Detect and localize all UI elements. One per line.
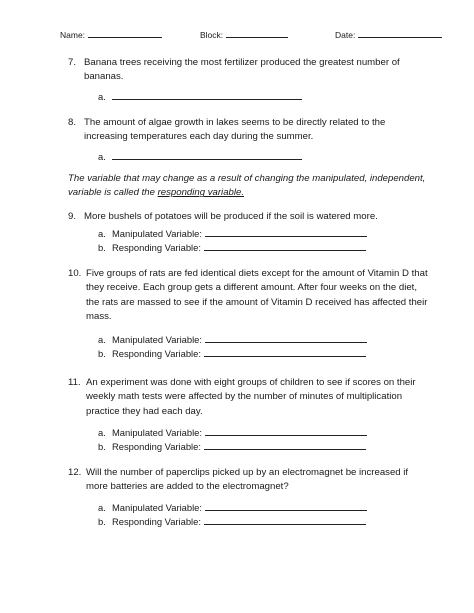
- answer-label: Manipulated Variable:: [112, 334, 202, 345]
- question-8: [68, 116, 428, 145]
- date-field[interactable]: [335, 28, 442, 40]
- answer-letter: b.: [98, 441, 106, 452]
- answer-letter: b.: [98, 516, 106, 527]
- answer-10b[interactable]: [98, 347, 366, 360]
- question-number: 12.: [68, 467, 82, 478]
- answer-9a[interactable]: [98, 227, 367, 240]
- answer-12a[interactable]: [98, 501, 367, 514]
- answer-line[interactable]: [112, 90, 302, 100]
- question-number: 8.: [68, 117, 77, 128]
- question-text: More bushels of potatoes will be produced if the soil is watered more.: [84, 211, 378, 222]
- question-7: [68, 56, 418, 85]
- question-text: Will the number of paperclips picked up by an electromagnet be increased if more batteries are added to the electromagnet?: [86, 467, 409, 493]
- answer-letter: a.: [98, 151, 106, 162]
- answer-8a[interactable]: [98, 150, 302, 163]
- block-label: Block:: [200, 30, 224, 40]
- answer-letter: a.: [98, 228, 106, 239]
- answer-label: Manipulated Variable:: [112, 427, 202, 438]
- answer-line[interactable]: [112, 150, 302, 160]
- question-10: [68, 267, 428, 324]
- answer-letter: a.: [98, 427, 106, 438]
- answer-7a[interactable]: [98, 90, 302, 103]
- question-text: Five groups of rats are fed identical diets except for the amount of Vitamin D that they receive. Each group gets a different amount. After four weeks on the diet, the rats are massed to see if the amount of Vitamin D received has affected their mass.: [86, 268, 428, 322]
- answer-letter: b.: [98, 242, 106, 253]
- answer-line[interactable]: [204, 515, 366, 525]
- answer-label: Responding Variable:: [112, 516, 201, 527]
- answer-10a[interactable]: [98, 333, 367, 346]
- question-number: 7.: [68, 57, 77, 68]
- answer-line[interactable]: [204, 440, 366, 450]
- header: [0, 28, 474, 42]
- name-label: Name:: [60, 30, 86, 40]
- answer-line[interactable]: [205, 333, 367, 343]
- answer-label: Manipulated Variable:: [112, 228, 202, 239]
- question-text: Banana trees receiving the most fertilizer produced the greatest number of bananas.: [84, 57, 400, 83]
- question-11: [68, 376, 428, 419]
- answer-letter: a.: [98, 334, 106, 345]
- date-blank[interactable]: [358, 28, 442, 38]
- answer-line[interactable]: [205, 426, 367, 436]
- answer-line[interactable]: [204, 347, 366, 357]
- answer-12b[interactable]: [98, 515, 366, 528]
- answer-letter: a.: [98, 91, 106, 102]
- question-number: 9.: [68, 211, 77, 222]
- name-field[interactable]: [60, 28, 162, 40]
- answer-letter: b.: [98, 348, 106, 359]
- date-label: Date:: [335, 30, 356, 40]
- answer-line[interactable]: [204, 241, 366, 251]
- question-number: 10.: [68, 268, 82, 279]
- answer-line[interactable]: [205, 227, 367, 237]
- block-field[interactable]: [200, 28, 288, 40]
- question-number: 11.: [68, 377, 81, 388]
- question-text: The amount of algae growth in lakes seems to be directly related to the increasing temperatures each day during the summer.: [84, 117, 386, 143]
- name-blank[interactable]: [88, 28, 162, 38]
- answer-9b[interactable]: [98, 241, 366, 254]
- answer-label: Manipulated Variable:: [112, 502, 202, 513]
- definition-note: [68, 172, 428, 201]
- question-9: [68, 210, 428, 224]
- question-12: [68, 466, 428, 495]
- answer-line[interactable]: [205, 501, 367, 511]
- answer-11a[interactable]: [98, 426, 367, 439]
- question-text: An experiment was done with eight groups of children to see if scores on their weekly math tests were affected by the number of minutes of multiplication practice they had each day.: [86, 377, 416, 417]
- note-text: The variable that may change as a result of changing the manipulated, independent, variable is called the: [68, 173, 426, 199]
- answer-label: Responding Variable:: [112, 242, 201, 253]
- answer-11b[interactable]: [98, 440, 366, 453]
- note-underlined: responding variable.: [157, 187, 244, 199]
- answer-label: Responding Variable:: [112, 348, 201, 359]
- block-blank[interactable]: [226, 28, 288, 38]
- answer-label: Responding Variable:: [112, 441, 201, 452]
- answer-letter: a.: [98, 502, 106, 513]
